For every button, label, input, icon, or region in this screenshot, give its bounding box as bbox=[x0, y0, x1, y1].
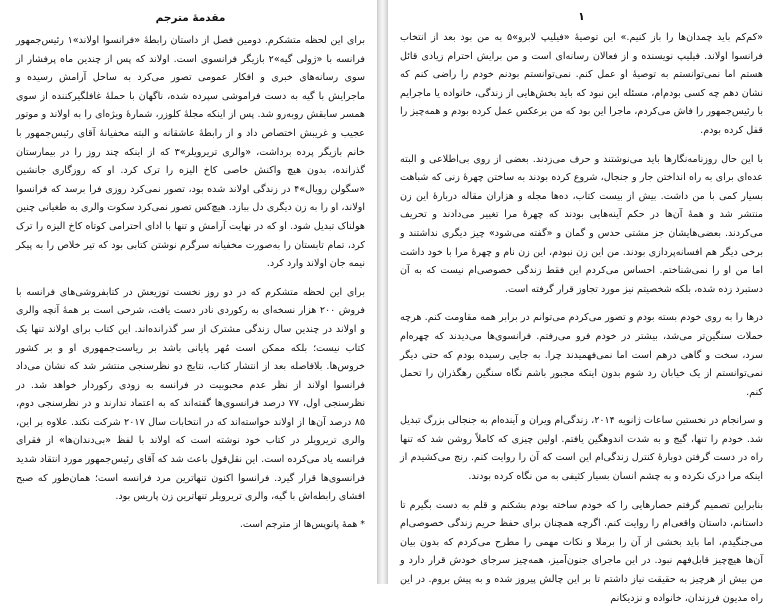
paragraph: برای این لحظه متشکرم. دومین فصل از داستان رابطهٔ «فرانسوا اولاند»۱ رئیس‌جمهور فرانسه با «ژولی گیه»۲ بازیگر فرانسوی است. اولاند که پس از چندین ماه پرفشار از سوی رسانه‌های خبری و افکار عمومی تصور می‌کرد به ساحل آرامش رسیده و ماجرایش با گیه به دست فراموشی سپرده شده، ناگهان با حملهٔ غافلگیرکننده از سوی همسر سابقش روبه‌رو شد. پس از اینکه مجلهٔ کلوزر، شمارهٔ ویژه‌ای را به اولاند و موتور عجیب و غریبش اختصاص داد و از رابطهٔ عاشقانه و البته مخفیانهٔ آقای رئیس‌جمهور با خانم بازیگر پرده برداشت، «والری تریرویلر»۳ که از اینکه چند روز را در بیمارستان گذرانده، بدون هیچ واکنش خاصی کاخ الیزه را ترک کرد. او که روزگاری جانشین «سگولن رویال»۴ در زندگی اولاند شده بود، تصور نمی‌کرد روزی فرا برسد که فرانسوا اولاند، او را به زن دیگری دل ببازد. هیچ‌کس تصور نمی‌کرد سکوت والری به طغیانی چنین هولناک تبدیل شود. او که در نهایت آرامش و تنها با ادای احترامی کوتاه کاخ الیزه را ترک کرد، تمام تابستان را به‌صورت مخفیانه سرگرم نوشتن کتابی بود که تیر خلاص را به پیکر نیمه جان اولاند وارد کرد. bbox=[16, 35, 366, 270]
paragraph: و سرانجام در نخستین ساعات ژانویه ۲۰۱۴، زندگی‌ام ویران و آینده‌ام به جنجالی بزرگ تبدیل شد. خودم را تنها، گیج و به شدت اندوهگین یافتم. اولین چیزی که کاملاً روشن شد که تنها راه در دست گرفتن دوبارهٔ کنترل زندگی‌ام این است که آن را روایت کنم. رنج می‌کشیدم از اینکه مرا درک نکرده و به چشم انسان بسیار کثیفی به من نگاه کرده بودند. bbox=[400, 415, 764, 483]
page-left bbox=[0, 0, 378, 584]
paragraph: برای این لحظه متشکرم که در دو روز نخست توزیعش در کتابفروشی‌های فرانسه با فروش ۲۰۰ هزار نسخه‌ای به رکوردی نادر دست یافت، شرحی است بر همهٔ آنچه والری و اولاند در چندین سال زندگی مشترک از سر گذرانده‌اند. این کتاب برای اولاند تنها یک کتاب نیست؛ بلکه ممکن است مُهر پایانی باشد بر ریاست‌جمهوری او و بر کشور خروس‌ها. بلافاصله بعد از انتشار کتاب، نتایج دو نظرسنجی منتشر شد که نشان می‌داد فرانسوا اولاند از نظر عدم محبوبیت در فرانسه به زودی رکوردار خواهد شد. در نظرسنجی اول، ۷۷ درصد فرانسوی‌ها گفته‌اند که به اعتماد ندارند و در نظرسنجی دوم، ۸۵ درصد آن‌ها از اولاند خواسته‌اند که در انتخابات سال ۲۰۱۷ شرکت نکند. علاوه بر این، والری تریرویلر در کتاب خود نوشته است که اولاند با لفظ «بی‌دندان‌ها» از فقرای فرانسه یاد می‌کرده است. این نقل‌قول باعث شد که آقای رئیس‌جمهور مورد انتقاد شدید فرانسوی‌ها قرار گیرد. فرانسوا اکنون تنهاترین مرد فرانسه است؛ همان‌طور که صبح افشای رابطه‌اش با گیه، والری تریرویلر تنهاترین زن پاریس بود. bbox=[16, 286, 366, 503]
paragraph: بنابراین تصمیم گرفتم حصارهایی را که خودم ساخته بودم بشکنم و قلم به دست بگیرم تا داستانم، داستان واقعی‌ام را روایت کنم. اگرچه همچنان برای حفظ حریم زندگی خصوصی‌ام می‌جنگیدم، اما باید بخشی از آن را برملا و نکات مهمی را مطرح می‌کردم که بدون بیان آن‌ها هیچ‌چیز قابل‌فهم نبود. در این ماجرای جنون‌آمیز، همه‌چیز سرجای خودش قرار دارد و من بیش از هرچیز به حقیقت نیاز داشتم تا بر این چالش پیروز شده و به پیش بروم. در این راه مدیون فرزندان، خانواده و نزدیکانم bbox=[400, 499, 763, 604]
page-title: مقدمهٔ مترجم bbox=[155, 12, 226, 24]
page-right bbox=[387, 0, 779, 604]
paragraph: درها را به روی خودم بسته بودم و تصور می‌کردم می‌توانم در برابر همه مقاومت کنم. هرچه حملات سنگین‌تر می‌شد، بیشتر در خودم فرو می‌رفتم. فرانسوی‌ها می‌دیدند که چهره‌ام سرد، سخت و گاهی درهم است اما نمی‌فهمیدند چرا. به جایی رسیده بودم که حتی دیگر نمی‌توانستم از یک خیابان رد شوم بدون اینکه مجبور باشم نگاه سنگین رهگذران را تحمل کنم. bbox=[400, 312, 763, 398]
footnote: * همهٔ پانویس‌ها از مترجم است. bbox=[239, 518, 365, 530]
page-number: ۱ bbox=[578, 10, 585, 23]
paragraph: با این حال روزنامه‌نگارها باید می‌نوشتند و حرف می‌زدند. بعضی از روی بی‌اطلاعی و البته عده‌ای برای به راه انداختن جار و جنجال، شروع کرده بودند به ساختن چهرهٔ زنی که شباهت بسیار کمی با من داشت. بیش از بیست کتاب، ده‌ها مجله و هزاران مقاله دربارهٔ این زن منتشر شد و همهٔ آن‌ها در حکم آینه‌هایی بودند که چهرهٔ مرا تغییر می‌دادند و تحریف می‌کردند. بعضی‌هایشان جز مشتی حدس و گمان و «گفته می‌شود» چیز دیگری نداشتند و برخی دیگر هم افسانه‌پردازی بودند. من این زن نبودم، این زن نام و چهرهٔ مرا با خود داشت اما من او را نمی‌شناختم. احساس می‌کردم این فقط زندگی خصوصی‌ام نیست که به آن دستبرد زده شده، بلکه شخصیتم نیز مورد تجاوز قرار گرفته است. bbox=[400, 153, 763, 295]
paragraph: «کم‌کم باید چمدان‌ها را باز کنیم.» این توصیهٔ «فیلیپ لابرو»۵ به من بود بعد از انتخاب فرانسوا اولاند. فیلیپ نویسنده و از فعالان رسانه‌ای است و من برایش احترام زیادی قائل هستم اما نمی‌توانستم به توصیهٔ او عمل کنم. نمی‌توانستم بودنم خودم را راضی کنم که نشان دهم چه کسی بودم‌ام، مسئله این نبود که باید بخش‌هایی از زندگی، خانواده یا ماجرایم با رئیس‌جمهور را فاش می‌کردم، ماجرا این بود که من برعکس عمل کرده بودم و همه‌چیز را قفل کرده بودم. bbox=[400, 32, 764, 136]
page-gutter bbox=[378, 0, 387, 584]
